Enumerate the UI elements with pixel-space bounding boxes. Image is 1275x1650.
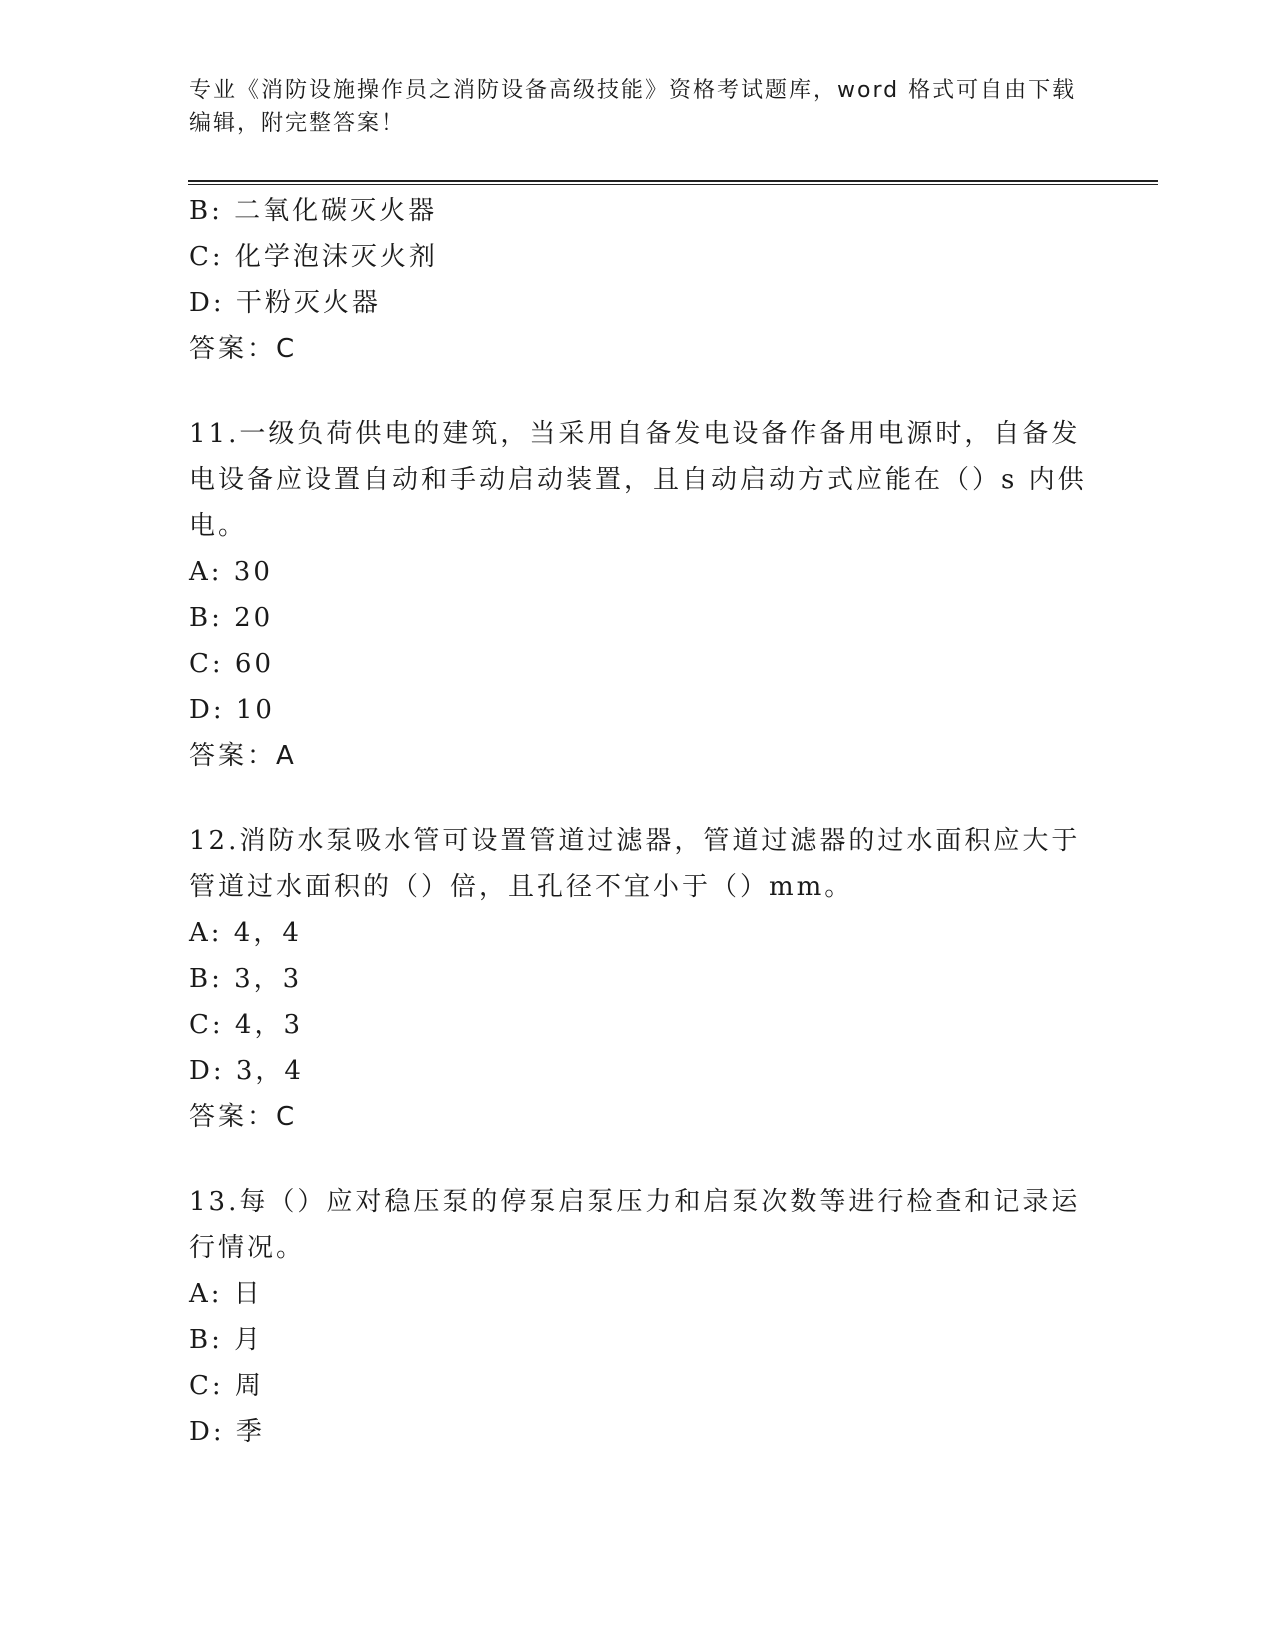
option-c: C: 60 — [189, 649, 275, 679]
header-divider-thin — [188, 184, 1158, 185]
option-a: A: 30 — [189, 557, 273, 587]
option-b: B: 月 — [189, 1325, 264, 1355]
question-11 — [189, 411, 1089, 779]
document-header: 专业《消防设施操作员之消防设备高级技能》资格考试题库，word 格式可自由下载编辑，附完整答案！ — [189, 78, 1077, 136]
option-c: C: 化学泡沫灭火剂 — [189, 242, 438, 272]
header-divider-thick — [188, 180, 1158, 182]
question-text: 12.消防水泵吸水管可设置管道过滤器，管道过滤器的过水面积应大于管道过水面积的（）倍，且孔径不宜小于（）mm。 — [189, 826, 1081, 902]
option-b: B: 二氧化碳灭火器 — [189, 196, 438, 226]
question-text: 11.一级负荷供电的建筑，当采用自备发电设备作备用电源时，自备发电设备应设置自动和手动启动装置，且自动启动方式应能在（）s 内供电。 — [189, 419, 1087, 541]
option-d: D: 3，4 — [189, 1056, 304, 1086]
question-list — [189, 188, 1089, 1455]
option-b: B: 20 — [189, 603, 274, 633]
previous-question-tail — [189, 188, 1089, 372]
option-d: D: 10 — [189, 695, 275, 725]
option-d: D: 季 — [189, 1417, 265, 1447]
option-a: A: 日 — [189, 1279, 263, 1309]
answer-line: 答案：A — [189, 741, 297, 771]
question-13 — [189, 1179, 1089, 1455]
answer-line: 答案：C — [189, 334, 298, 364]
option-b: B: 3，3 — [189, 964, 303, 994]
question-text: 13.每（）应对稳压泵的停泵启泵压力和启泵次数等进行检查和记录运行情况。 — [189, 1187, 1081, 1263]
question-12 — [189, 818, 1089, 1140]
option-a: A: 4，4 — [189, 918, 302, 948]
answer-line: 答案：C — [189, 1102, 298, 1132]
option-d: D: 干粉灭火器 — [189, 288, 381, 318]
option-c: C: 周 — [189, 1371, 264, 1401]
option-c: C: 4，3 — [189, 1010, 304, 1040]
